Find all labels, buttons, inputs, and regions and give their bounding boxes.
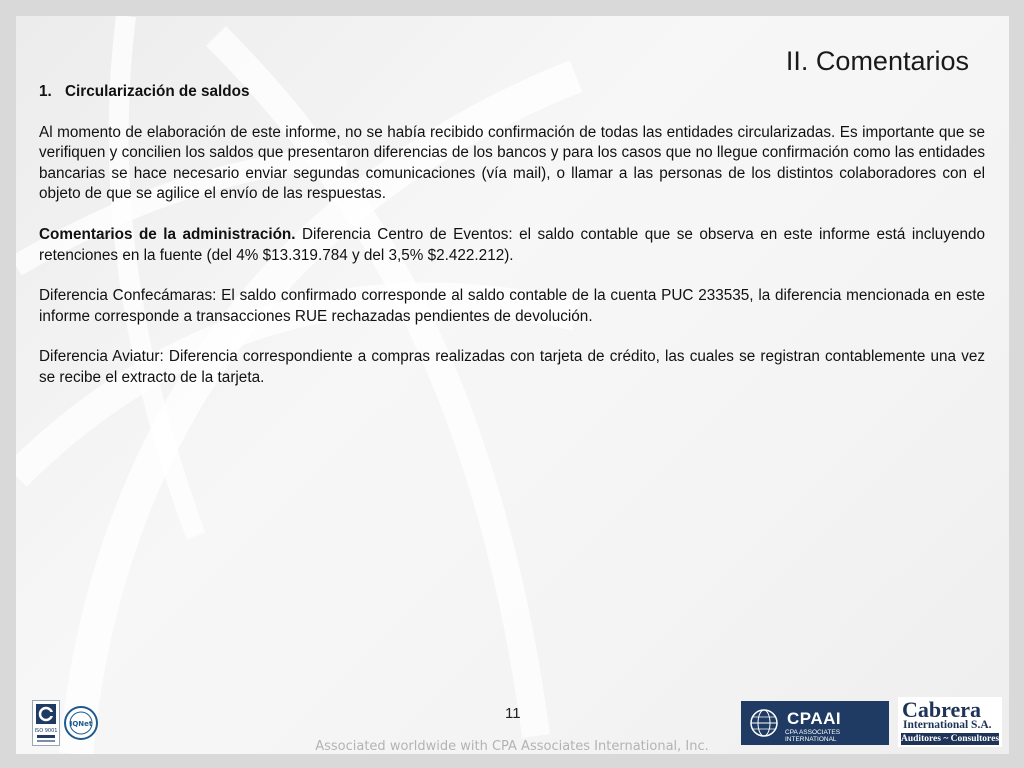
- footer-association-text: Associated worldwide with CPA Associates International, Inc.: [315, 739, 709, 754]
- paragraph-aviatur: Diferencia Aviatur: Diferencia correspondiente a compras realizadas con tarjeta de crédito, las cuales se registran contablemente una vez se recibe el extracto de la tarjeta.: [39, 348, 985, 386]
- cabrera-subtitle: International S.A.: [903, 719, 992, 731]
- centro-eventos-text: Diferencia Centro de Eventos: el saldo contable que se observa en este informe está incluyendo retenciones en la fuente (del 4% $13.319.784 y del 3,5% $2.422.212).: [39, 225, 985, 264]
- comentarios-label: Comentarios de la administración.: [39, 225, 296, 243]
- svg-text:IQNet: IQNet: [69, 720, 93, 728]
- cabrera-name: Cabrera: [902, 697, 982, 722]
- slide-content: [39, 82, 985, 409]
- section-heading-text: Circularización de saldos: [65, 83, 250, 100]
- cabrera-tagline: Auditores ~ Consultores: [901, 734, 1000, 744]
- page-number: 11: [505, 705, 521, 722]
- paragraph-circularizacion: Al momento de elaboración de este informe, no se había recibido confirmación de todas las entidades circularizadas. Es importante que se verifiquen y concilien los saldos que presentaron diferencias de los bancos y para los casos que no llegue confirmación como las entidades bancarias se hace necesario enviar segundas comunicaciones (vía mail), o llamar a las personas de los distintos colaboradores con el objeto de que se agilice el envío de las respuestas.: [39, 123, 985, 203]
- slide-title: II. Comentarios: [785, 46, 969, 76]
- section-number: 1.: [39, 83, 52, 100]
- cpaai-subtitle: CPA ASSOCIATES INTERNATIONAL: [785, 729, 841, 743]
- section-heading: [39, 82, 985, 103]
- iqnet-badge-icon: [64, 706, 98, 740]
- cpaai-name: CPAAI: [787, 709, 842, 728]
- svg-text:ISO 9001: ISO 9001: [34, 728, 58, 734]
- cpaai-globe-icon: [748, 707, 780, 739]
- paragraph-comentarios-administracion: [39, 225, 985, 266]
- paragraph-confecamaras: Diferencia Confecámaras: El saldo confirmado corresponde al saldo contable de la cuenta PUC 233535, la diferencia mencionada en este informe corresponde a transacciones RUE rechazadas pendientes de devolución.: [39, 287, 985, 325]
